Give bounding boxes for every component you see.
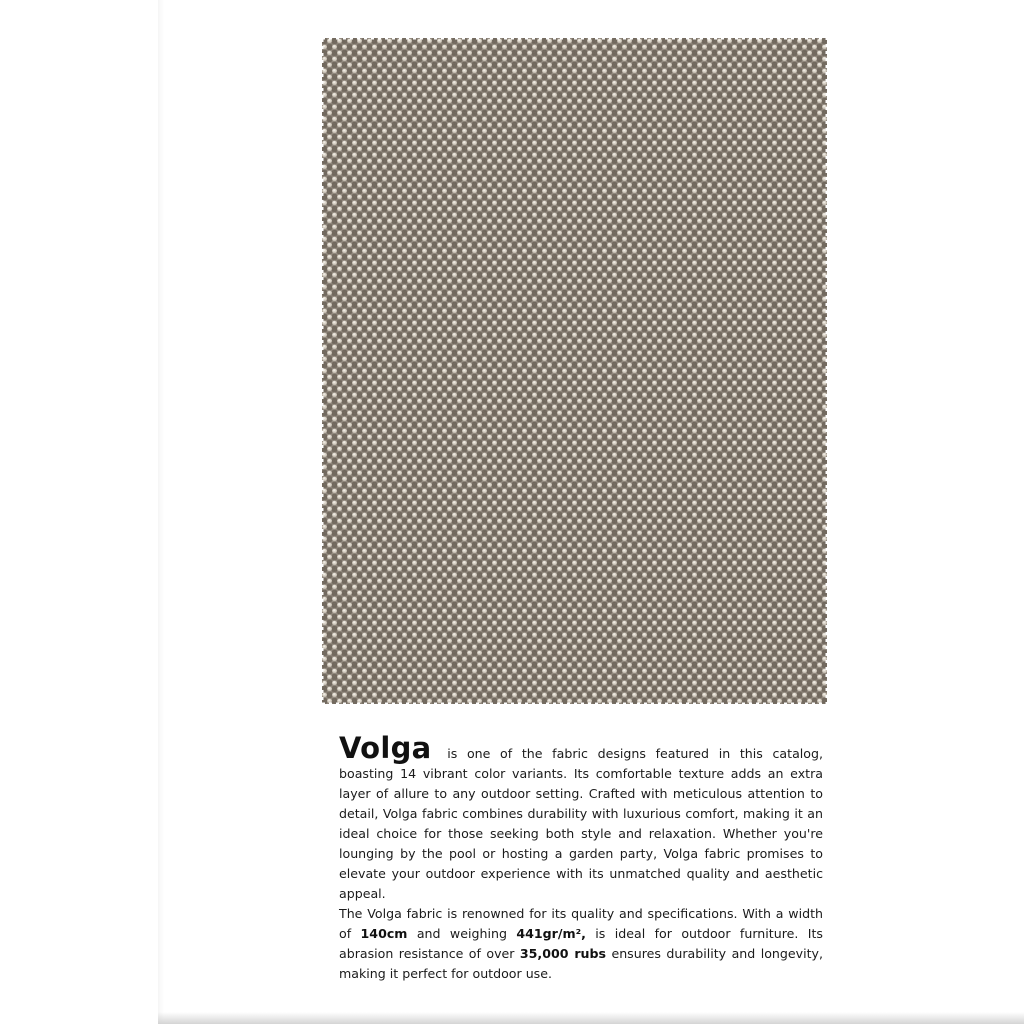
specs-paragraph [339, 904, 823, 984]
intro-paragraph [339, 731, 823, 904]
fabric-weight-value: 441gr/m², [516, 926, 586, 941]
page-binding-shadow [158, 0, 164, 1024]
weave-grain [322, 38, 827, 704]
fabric-weave-texture [322, 38, 827, 704]
fabric-width-value: 140cm [360, 926, 408, 941]
page-bottom-edge [158, 1012, 1024, 1024]
spec-text-4: ensures durability and longevity, making it perfect for outdoor use. [339, 946, 823, 981]
fabric-name-heading: Volga [339, 731, 432, 765]
intro-text: is one of the fabric designs featured in this catalog, boasting 14 vibrant color variants. Its comfortable texture adds an extra layer of allure to any outdoor setting. Crafted with meticulous attention to detail, Volga fabric combines durability with luxurious comfort, making it an ideal choice for those seeking both style and relaxation. Whether you're lounging by the pool or hosting a garden party, Volga fabric promises to elevate your outdoor experience with its unmatched quality and aesthetic appeal. [339, 746, 823, 901]
spec-text-3: is ideal for outdoor furniture. Its abrasion resistance of over [339, 926, 823, 961]
spec-text-1: The Volga fabric is renowned for its quality and specifications. With a width of [339, 906, 823, 941]
fabric-description [339, 731, 823, 984]
spec-text-2: and weighing [416, 926, 507, 941]
fabric-swatch-image [322, 38, 827, 704]
abrasion-resistance-value: 35,000 rubs [519, 946, 607, 961]
